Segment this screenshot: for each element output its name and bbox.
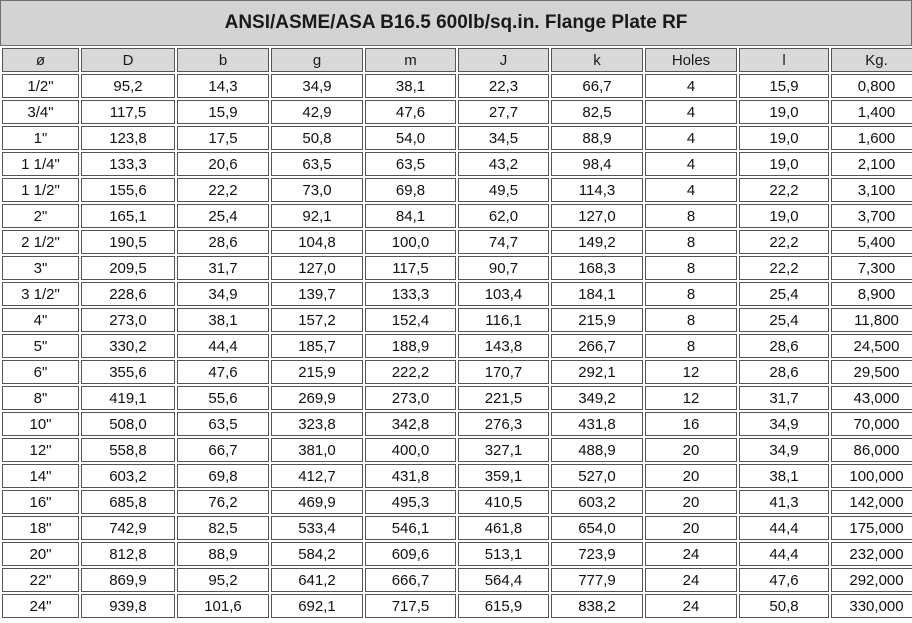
table-cell: 3 1/2": [2, 282, 79, 306]
table-cell: 117,5: [81, 100, 175, 124]
table-cell: 95,2: [81, 74, 175, 98]
table-cell: 117,5: [365, 256, 456, 280]
table-cell: 1,600: [831, 126, 912, 150]
column-header: Kg.: [831, 48, 912, 72]
table-cell: 564,4: [458, 568, 549, 592]
column-header: ø: [2, 48, 79, 72]
table-cell: 742,9: [81, 516, 175, 540]
table-cell: 88,9: [551, 126, 643, 150]
table-cell: 232,000: [831, 542, 912, 566]
table-cell: 527,0: [551, 464, 643, 488]
table-cell: 666,7: [365, 568, 456, 592]
table-cell: 717,5: [365, 594, 456, 618]
table-cell: 8,900: [831, 282, 912, 306]
table-cell: 4": [2, 308, 79, 332]
table-cell: 603,2: [551, 490, 643, 514]
table-cell: 49,5: [458, 178, 549, 202]
table-cell: 2": [2, 204, 79, 228]
table-cell: 5": [2, 334, 79, 358]
table-cell: 54,0: [365, 126, 456, 150]
table-cell: 228,6: [81, 282, 175, 306]
table-cell: 410,5: [458, 490, 549, 514]
table-cell: 654,0: [551, 516, 643, 540]
table-cell: 34,5: [458, 126, 549, 150]
table-cell: 266,7: [551, 334, 643, 358]
table-cell: 63,5: [177, 412, 269, 436]
table-cell: 221,5: [458, 386, 549, 410]
table-cell: 76,2: [177, 490, 269, 514]
table-cell: 34,9: [271, 74, 363, 98]
flange-dimensions-table: [0, 46, 912, 620]
table-cell: 12: [645, 360, 737, 384]
table-cell: 31,7: [177, 256, 269, 280]
table-cell: 8: [645, 334, 737, 358]
table-cell: 327,1: [458, 438, 549, 462]
table-cell: 24: [645, 542, 737, 566]
table-cell: 84,1: [365, 204, 456, 228]
table-cell: 14,3: [177, 74, 269, 98]
table-cell: 273,0: [81, 308, 175, 332]
table-cell: 41,3: [739, 490, 829, 514]
table-cell: 24: [645, 568, 737, 592]
table-cell: 584,2: [271, 542, 363, 566]
table-cell: 43,000: [831, 386, 912, 410]
table-cell: 330,000: [831, 594, 912, 618]
table-cell: 495,3: [365, 490, 456, 514]
table-cell: 4: [645, 126, 737, 150]
table-cell: 269,9: [271, 386, 363, 410]
table-row: [2, 282, 912, 306]
table-cell: 188,9: [365, 334, 456, 358]
table-cell: 133,3: [81, 152, 175, 176]
table-cell: 3,700: [831, 204, 912, 228]
table-row: [2, 126, 912, 150]
table-row: [2, 230, 912, 254]
table-cell: 323,8: [271, 412, 363, 436]
table-row: [2, 308, 912, 332]
table-cell: 143,8: [458, 334, 549, 358]
table-cell: 133,3: [365, 282, 456, 306]
table-cell: 12": [2, 438, 79, 462]
table-cell: 74,7: [458, 230, 549, 254]
table-cell: 16": [2, 490, 79, 514]
table-cell: 55,6: [177, 386, 269, 410]
table-cell: 209,5: [81, 256, 175, 280]
column-header: l: [739, 48, 829, 72]
table-cell: 63,5: [365, 152, 456, 176]
table-cell: 412,7: [271, 464, 363, 488]
table-cell: 73,0: [271, 178, 363, 202]
table-row: [2, 204, 912, 228]
table-cell: 114,3: [551, 178, 643, 202]
table-cell: 1": [2, 126, 79, 150]
table-cell: 165,1: [81, 204, 175, 228]
table-cell: 14": [2, 464, 79, 488]
table-cell: 603,2: [81, 464, 175, 488]
table-cell: 44,4: [739, 542, 829, 566]
table-cell: 355,6: [81, 360, 175, 384]
column-header: g: [271, 48, 363, 72]
table-cell: 25,4: [739, 308, 829, 332]
table-cell: 22,3: [458, 74, 549, 98]
table-cell: 20: [645, 438, 737, 462]
table-cell: 47,6: [739, 568, 829, 592]
table-cell: 34,9: [177, 282, 269, 306]
table-cell: 82,5: [177, 516, 269, 540]
table-row: [2, 464, 912, 488]
table-row: [2, 516, 912, 540]
table-cell: 777,9: [551, 568, 643, 592]
table-cell: 155,6: [81, 178, 175, 202]
table-cell: 1,400: [831, 100, 912, 124]
table-cell: 100,000: [831, 464, 912, 488]
table-cell: 24,500: [831, 334, 912, 358]
table-row: [2, 334, 912, 358]
table-cell: 558,8: [81, 438, 175, 462]
table-cell: 10": [2, 412, 79, 436]
table-cell: 20,6: [177, 152, 269, 176]
table-cell: 0,800: [831, 74, 912, 98]
table-cell: 292,000: [831, 568, 912, 592]
table-cell: 3": [2, 256, 79, 280]
table-title: ANSI/ASME/ASA B16.5 600lb/sq.in. Flange Plate RF: [0, 0, 912, 46]
table-cell: 175,000: [831, 516, 912, 540]
table-row: [2, 438, 912, 462]
table-cell: 812,8: [81, 542, 175, 566]
table-cell: 8: [645, 282, 737, 306]
table-cell: 123,8: [81, 126, 175, 150]
table-cell: 4: [645, 100, 737, 124]
table-cell: 63,5: [271, 152, 363, 176]
table-cell: 104,8: [271, 230, 363, 254]
table-cell: 184,1: [551, 282, 643, 306]
table-cell: 939,8: [81, 594, 175, 618]
table-cell: 17,5: [177, 126, 269, 150]
table-cell: 4: [645, 178, 737, 202]
table-cell: 8: [645, 204, 737, 228]
table-cell: 66,7: [551, 74, 643, 98]
table-cell: 1/2": [2, 74, 79, 98]
table-cell: 92,1: [271, 204, 363, 228]
header-row: [2, 48, 912, 72]
table-cell: 5,400: [831, 230, 912, 254]
table-row: [2, 178, 912, 202]
table-cell: 692,1: [271, 594, 363, 618]
table-row: [2, 542, 912, 566]
table-cell: 149,2: [551, 230, 643, 254]
table-cell: 82,5: [551, 100, 643, 124]
table-cell: 127,0: [271, 256, 363, 280]
table-cell: 4: [645, 152, 737, 176]
table-cell: 127,0: [551, 204, 643, 228]
table-cell: 185,7: [271, 334, 363, 358]
table-cell: 215,9: [551, 308, 643, 332]
table-cell: 38,1: [739, 464, 829, 488]
table-cell: 22,2: [177, 178, 269, 202]
table-cell: 461,8: [458, 516, 549, 540]
table-cell: 342,8: [365, 412, 456, 436]
table-cell: 381,0: [271, 438, 363, 462]
table-cell: 273,0: [365, 386, 456, 410]
table-cell: 116,1: [458, 308, 549, 332]
table-cell: 18": [2, 516, 79, 540]
table-cell: 95,2: [177, 568, 269, 592]
table-cell: 419,1: [81, 386, 175, 410]
table-cell: 8": [2, 386, 79, 410]
table-row: [2, 568, 912, 592]
table-cell: 47,6: [365, 100, 456, 124]
table-cell: 62,0: [458, 204, 549, 228]
table-row: [2, 100, 912, 124]
table-cell: 24": [2, 594, 79, 618]
table-cell: 3,100: [831, 178, 912, 202]
table-cell: 15,9: [739, 74, 829, 98]
table-cell: 469,9: [271, 490, 363, 514]
table-cell: 28,6: [739, 360, 829, 384]
table-cell: 25,4: [177, 204, 269, 228]
table-cell: 6": [2, 360, 79, 384]
table-cell: 400,0: [365, 438, 456, 462]
table-cell: 12: [645, 386, 737, 410]
table-cell: 22,2: [739, 178, 829, 202]
table-cell: 101,6: [177, 594, 269, 618]
table-cell: 15,9: [177, 100, 269, 124]
table-cell: 8: [645, 308, 737, 332]
table-cell: 4: [645, 74, 737, 98]
table-cell: 2,100: [831, 152, 912, 176]
table-cell: 168,3: [551, 256, 643, 280]
table-cell: 34,9: [739, 438, 829, 462]
table-cell: 16: [645, 412, 737, 436]
table-cell: 8: [645, 230, 737, 254]
table-cell: 28,6: [739, 334, 829, 358]
table-cell: 42,9: [271, 100, 363, 124]
column-header: k: [551, 48, 643, 72]
table-cell: 34,9: [739, 412, 829, 436]
table-cell: 69,8: [365, 178, 456, 202]
table-cell: 88,9: [177, 542, 269, 566]
table-cell: 349,2: [551, 386, 643, 410]
table-cell: 19,0: [739, 152, 829, 176]
table-cell: 170,7: [458, 360, 549, 384]
table-row: [2, 412, 912, 436]
table-cell: 276,3: [458, 412, 549, 436]
table-cell: 22,2: [739, 230, 829, 254]
column-header: D: [81, 48, 175, 72]
table-cell: 292,1: [551, 360, 643, 384]
table-row: [2, 256, 912, 280]
table-cell: 103,4: [458, 282, 549, 306]
table-cell: 44,4: [739, 516, 829, 540]
table-cell: 533,4: [271, 516, 363, 540]
table-cell: 11,800: [831, 308, 912, 332]
table-cell: 723,9: [551, 542, 643, 566]
table-cell: 615,9: [458, 594, 549, 618]
table-cell: 139,7: [271, 282, 363, 306]
table-cell: 19,0: [739, 126, 829, 150]
table-cell: 66,7: [177, 438, 269, 462]
table-cell: 1 1/4": [2, 152, 79, 176]
table-cell: 222,2: [365, 360, 456, 384]
table-cell: 86,000: [831, 438, 912, 462]
table-cell: 70,000: [831, 412, 912, 436]
table-body: [2, 74, 912, 618]
table-cell: 2 1/2": [2, 230, 79, 254]
table-cell: 215,9: [271, 360, 363, 384]
table-cell: 50,8: [739, 594, 829, 618]
table-cell: 20": [2, 542, 79, 566]
table-cell: 22,2: [739, 256, 829, 280]
table-cell: 100,0: [365, 230, 456, 254]
table-row: [2, 490, 912, 514]
table-cell: 19,0: [739, 100, 829, 124]
table-cell: 50,8: [271, 126, 363, 150]
table-cell: 513,1: [458, 542, 549, 566]
table-row: [2, 594, 912, 618]
table-cell: 1 1/2": [2, 178, 79, 202]
table-cell: 685,8: [81, 490, 175, 514]
table-cell: 43,2: [458, 152, 549, 176]
table-cell: 431,8: [365, 464, 456, 488]
table-cell: 47,6: [177, 360, 269, 384]
column-header: b: [177, 48, 269, 72]
table-cell: 20: [645, 490, 737, 514]
table-cell: 28,6: [177, 230, 269, 254]
table-cell: 838,2: [551, 594, 643, 618]
table-cell: 38,1: [365, 74, 456, 98]
table-cell: 190,5: [81, 230, 175, 254]
table-cell: 38,1: [177, 308, 269, 332]
table-cell: 431,8: [551, 412, 643, 436]
table-cell: 488,9: [551, 438, 643, 462]
table-row: [2, 74, 912, 98]
table-cell: 44,4: [177, 334, 269, 358]
table-cell: 29,500: [831, 360, 912, 384]
table-cell: 157,2: [271, 308, 363, 332]
table-cell: 31,7: [739, 386, 829, 410]
table-cell: 359,1: [458, 464, 549, 488]
table-cell: 27,7: [458, 100, 549, 124]
table-cell: 90,7: [458, 256, 549, 280]
table-cell: 7,300: [831, 256, 912, 280]
table-cell: 22": [2, 568, 79, 592]
column-header: m: [365, 48, 456, 72]
table-cell: 98,4: [551, 152, 643, 176]
table-cell: 641,2: [271, 568, 363, 592]
table-cell: 25,4: [739, 282, 829, 306]
table-cell: 142,000: [831, 490, 912, 514]
table-cell: 20: [645, 464, 737, 488]
column-header: J: [458, 48, 549, 72]
table-cell: 24: [645, 594, 737, 618]
table-cell: 8: [645, 256, 737, 280]
table-cell: 19,0: [739, 204, 829, 228]
column-header: Holes: [645, 48, 737, 72]
table-cell: 69,8: [177, 464, 269, 488]
table-cell: 152,4: [365, 308, 456, 332]
table-cell: 546,1: [365, 516, 456, 540]
table-row: [2, 152, 912, 176]
table-cell: 3/4": [2, 100, 79, 124]
table-cell: 508,0: [81, 412, 175, 436]
table-cell: 869,9: [81, 568, 175, 592]
table-cell: 20: [645, 516, 737, 540]
table-row: [2, 386, 912, 410]
table-row: [2, 360, 912, 384]
table-cell: 609,6: [365, 542, 456, 566]
table-cell: 330,2: [81, 334, 175, 358]
